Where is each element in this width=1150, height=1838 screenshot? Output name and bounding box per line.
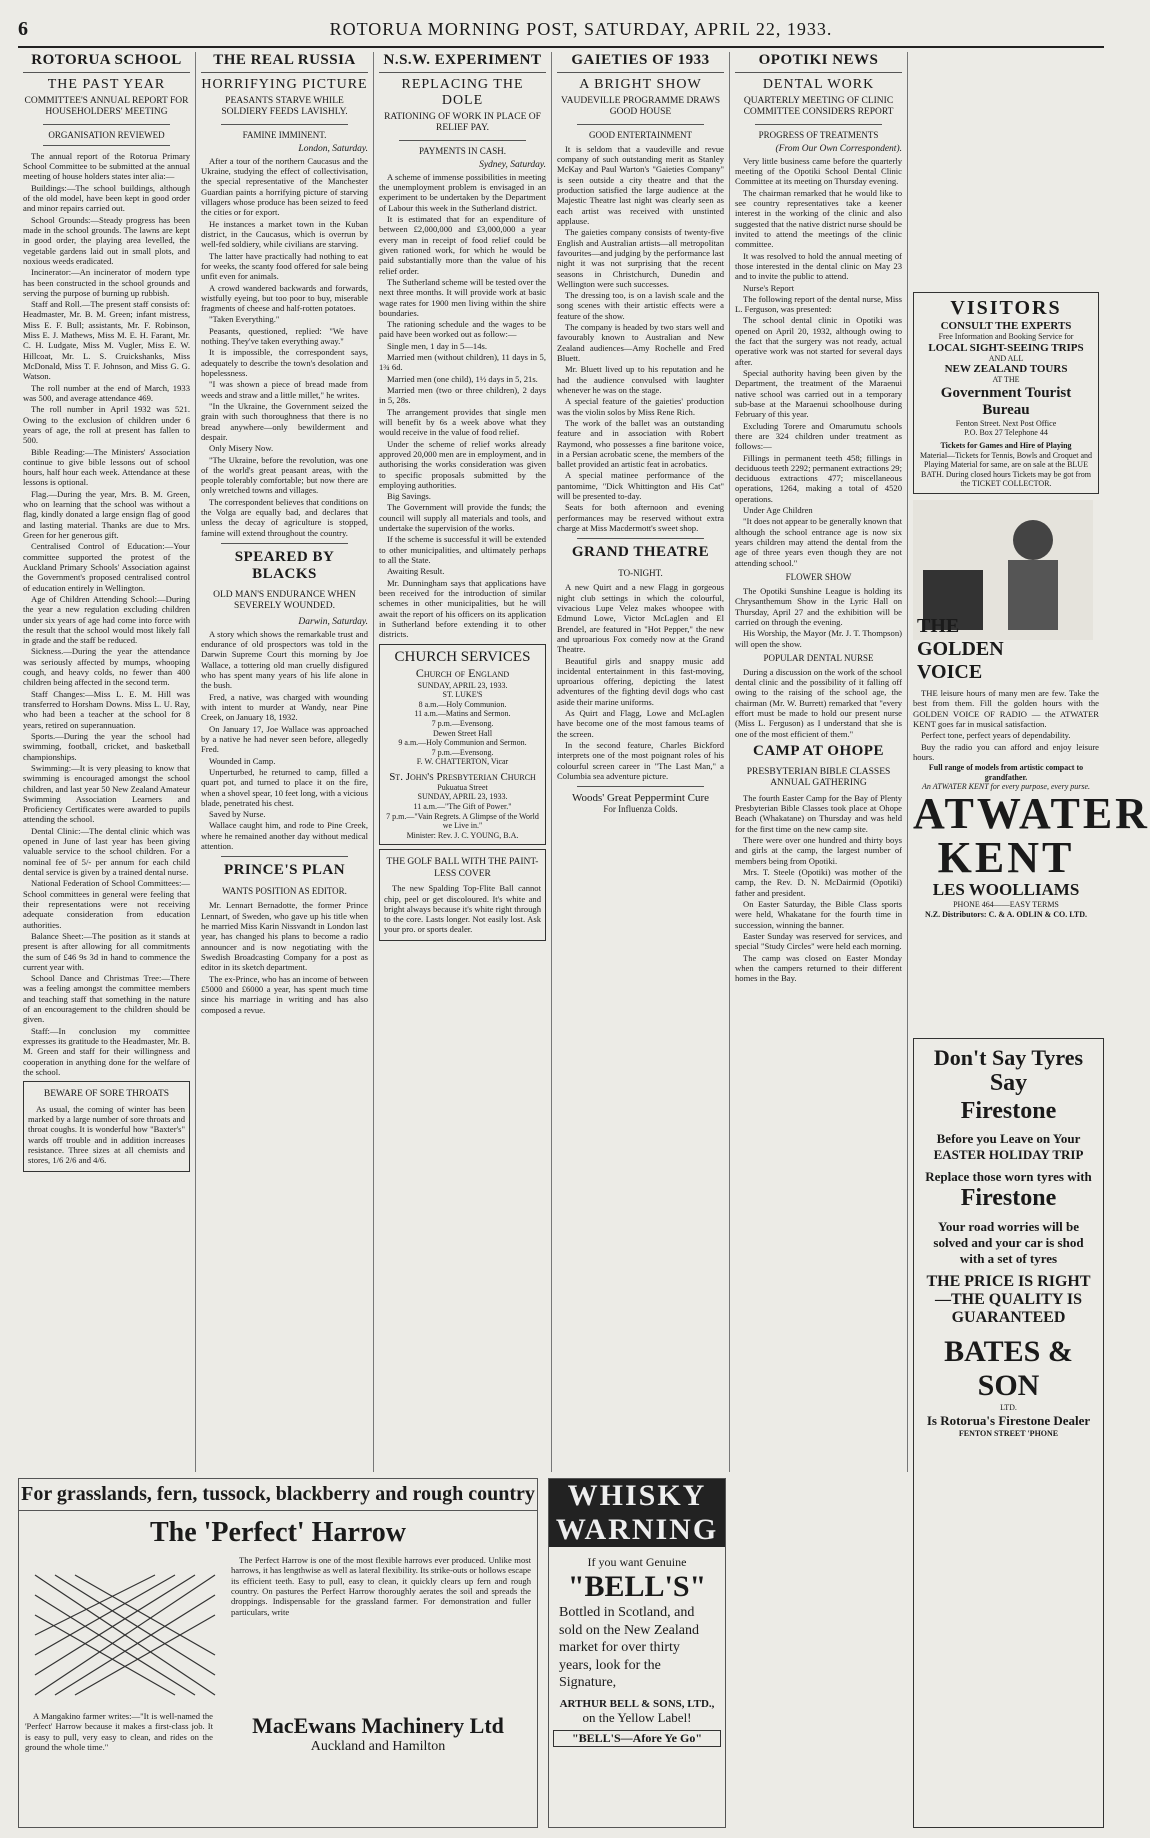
headline-speared: SPEARED BY BLACKS [234,549,335,583]
paragraph: The annual report of the Rotorua Primary School Committee to be submitted at the annual meeting of house holders states inter alia:— [23,150,190,182]
distributors: N.Z. Distributors: C. & A. ODLIN & CO. LTD. [925,909,1087,919]
service-line: 9 a.m.—Holy Communion and Sermon. [398,738,527,748]
paragraph: He instances a market town in the Kuban district, in the Caucasus, which is overrun by well-fed soldiery, while civilians are starving. [201,218,368,250]
atwater-kent-ad [913,500,1150,919]
macewans: MacEwans Machinery Ltd [252,1713,504,1739]
firestone-ad [913,1038,1104,1828]
divider [577,124,704,125]
paragraph: Big Savings. [387,491,431,502]
visitors-title: VISITORS [950,297,1062,319]
church-services [379,644,546,846]
paragraph: Staff and Roll.—The present staff consists of: Headmaster, Mr. B. M. Green; infant mistress, Miss E. F. Bull; assistants, Mr. F. Robinson, Miss E. J. Mathews, Miss M. E. H. Farant, Mr. C. H. Ludgate, Miss M. Vugler, Miss E. W. Hillcoat, Mr. L. S. Cruickshanks, Miss McDonald, Miss T. F. Johnson, and Miss G. G. Watson. [23,299,190,382]
paragraph: The school dental clinic in Opotiki was opened on April 20, 1932, although owing to the fact that the surgery was not ready, actual operative work was not started for several days after. [735,315,902,367]
paragraph: The camp was closed on Easter Monday when the campers returned to their different homes in the Bay. [735,952,902,984]
paragraph: Excluding Torere and Omarumutu schools there are 324 children under treatment as follows:— [735,420,902,452]
local-line: LOCAL SIGHT-SEEING TRIPS [928,341,1084,354]
paragraph: Swimming:—It is very pleasing to know that swimming is encouraged amongst the school children, and last year 50 New Zealand Amateur Swimming Association Learners and Proficiency Certificates were awarded to pupils attending the school. [23,762,190,825]
and-all-line: AND ALL [988,353,1024,363]
warning-banner: WARNING [549,1513,725,1547]
paragraph: Sickness.—During the year the attendance was seriously affected by mumps, whooping cough, and heavy colds, no fewer than 400 children being affected in the second term. [23,646,190,688]
headline-real-russia: THE REAL RUSSIA [201,52,368,73]
paragraph: The dressing too, is on a lavish scale and the song scenes with their artistic effects were a feature of the show. [557,290,724,321]
deck-progress: PROGRESS OF TREATMENTS [758,129,879,140]
arthur-bell: ARTHUR BELL & SONS, LTD., [559,1697,715,1710]
subhead-past-year: THE PAST YEAR [47,77,166,92]
deck-good-entertainment: GOOD ENTERTAINMENT [589,129,692,140]
paragraph: School Grounds:—Steady progress has been made in the school grounds. The lawns are kept in good order, the playing area levelled, the vegetable gardens laid out in small plots, and noxious weeds eradicated. [23,214,190,266]
paragraph: It is seldom that a vaudeville and revue company of such outstanding merit as Stanley McKay and Paul Warton's "Gaieties Company" is seen outside a city theatre and that the production satisfied the large audience at the Majestic Theatre last night was clearly seen as each artist was received with unstinted applause. [557,143,724,226]
paragraph: The rationing schedule and the wages to be paid have been worked out as follow:— [379,319,546,340]
tourist-bureau-ad [913,292,1099,494]
paragraph: Buildings:—The school buildings, although of the old model, have been kept in good order and minor repairs carried out. [23,182,190,214]
paragraph: Married men (one child), 1½ days in 5, 21s. [387,373,538,384]
divider [399,140,526,141]
service-line: F. W. CHATTERTON, Vicar [416,757,509,767]
paragraph: The ex-Prince, who has an income of between £5000 and £6000 a year, has spent much time since his marriage in writing and has also composed a revue. [201,973,368,1015]
deck-bible-classes: PRESBYTERIAN BIBLE CLASSES ANNUAL GATHERING [746,767,891,789]
paragraph: Age of Children Attending School:—During the year a new regulation excluding children under six years of age had come into force with the result that the school would most likely fall in grade and the staff be reduced. [23,593,190,646]
headline-opotiki: OPOTIKI NEWS [735,52,902,73]
paragraph: A special feature of the gaieties' production was the violin solos by Miss Rene Rich. [557,396,724,417]
bottled-text: Bottled in Scotland, and sold on the New Zealand market for over thirty years, look for the Signature, [559,1605,699,1690]
full-range: Full range of models from artistic compact to grandfather. [928,763,1084,782]
article-body [201,156,368,538]
paragraph: The company is headed by two stars well and favourably known to Australian and New Zealand audiences—Amy Rochelle and Fred Bluett. [557,322,724,364]
column-rotorua-school [18,52,196,1472]
before-leave: Before you Leave on Your EASTER HOLIDAY TRIP [933,1131,1084,1163]
deck-rationing: RATIONING OF WORK IN PLACE OF RELIEF PAY. [384,112,541,134]
yellow-label: on the Yellow Label! [582,1709,692,1725]
headline-camp: CAMP AT OHOPE [753,743,884,760]
service-line: Dewen Street Hall [432,728,493,738]
service-line: Pukuatua Street [437,782,488,792]
paragraph: Bible Reading:—The Ministers' Association continue to give bible lessons out of school hours, half hour each week. Attendance at these lessons is optional. [23,446,190,488]
article-body [557,144,724,534]
paragraph: Mr. Dunningham says that applications have been received for the introduction of similar schemes in other municipalities, but he will await the report of his officers on its application in Sutherland before extending it to other districts. [379,577,546,640]
headline-grand-theatre: GRAND THEATRE [571,544,710,561]
paragraph: Staff Changes:—Miss L. E. M. Hill was transferred to Horsham Downs. Miss L. U. Ray, who had been a teacher at the school for 8 years, retired on superannuation. [23,688,190,730]
pres-lines [384,783,541,841]
paragraph: The Government will provide the funds; the council will supply all materials and tools, and undertake the supervision of the works. [379,502,546,534]
article-body [735,586,902,649]
paragraph: The fourth Easter Camp for the Bay of Plenty Presbyterian Bible Classes took place at Ohope Beach (Whakatane) on Thursday and was held for the first time on the new camp site. [735,792,902,834]
subhead-horrifying: HORRIFYING PICTURE [201,77,368,92]
headline-princes-plan: PRINCE'S PLAN [223,862,346,879]
deck-famine: FAMINE IMMINENT. [242,129,327,140]
headline-dental-nurse: POPULAR DENTAL NURSE [763,652,874,663]
service-line: 11 a.m.—Matins and Sermon. [414,709,511,719]
paragraph: Easter Sunday was reserved for services, and special "Study Circles" were held each morning. [735,930,902,952]
paragraph: Married men (without children), 11 days in 5, 1¾ 6d. [379,352,546,373]
price-right: THE PRICE IS RIGHT [926,1273,1091,1291]
quality: —THE QUALITY IS GUARANTEED [935,1291,1082,1327]
games-line: Tickets for Games and Hire of Playing [940,440,1072,450]
headline-rotorua-school: ROTORUA SCHOOL [23,52,190,73]
article-body [735,667,902,739]
harrow-text: The Perfect Harrow is one of the most flexible harrows ever produced. Unlike most harrows, it has lengthwise as well as lateral flexibility. Its strike-outs or hollows escape its efficient teeth. Easy to pull, easy to clean, it quickly clears up fern and rough country. On pastures the Perfect Harrow thoroughly aerates the soil and spreads the droppings. Indispensable for the grassland farmer. For demonstration and fuller particulars, write [231,1555,531,1617]
divider [221,124,348,125]
bureau-address: Fenton Street. Next Post Office [955,418,1057,428]
paragraph: Mr. Bluett lived up to his reputation and he had the audience convulsed with laughter whenever he was on the stage. [557,364,724,395]
material-line: Material—Tickets for Tennis, Bowls and Croquet and Playing Material for same, are on sale at the BLUE BATH. During closed hours Tickets may be got from the TICKET COLLECTOR. [919,450,1093,489]
paragraph: Under Age Children [743,505,813,516]
page-number: 6 [18,18,28,40]
atwater-logo: ATWATER [913,788,1150,838]
column-nsw [374,52,552,1472]
paragraph: School Dance and Christmas Tree:—There was a feeling amongst the committee members and teaching staff that something in the nature of an encouragement to the children should be given. [23,973,190,1025]
paragraph: It is impossible, the correspondent says, adequately to describe the town's desolation and hopelessness. [201,347,368,379]
church-head: CHURCH SERVICES [394,648,531,665]
paragraph: National Federation of School Committees:—School committees in general were feeling that their representations were not receiving adequate consideration from education authorities. [23,878,190,930]
kent-logo: KENT [937,832,1075,882]
paragraph: Fred, a native, was charged with wounding with intent to murder at Wandy, near Pine Creek, on January 18, 1932. [201,691,368,723]
paragraph: His Worship, the Mayor (Mr. J. T. Thompson) will open the show. [735,628,902,649]
paragraph: Sports.—During the year the school had swimming, football, cricket, and basketball championships. [23,730,190,762]
paragraph: There were over one hundred and thirty boys and girls at the camp, the largest number of members being from Opotiki. [735,835,902,866]
church-place: ST. LUKE'S [442,690,483,700]
paragraph: The roll number in April 1932 was 521. Owing to the exclusion of children under 6 years of age, the roll at present has fallen to 500. [23,404,190,446]
deck-tonight: TO-NIGHT. [618,568,663,579]
divider [221,543,348,544]
deck-annual-report: COMMITTEE'S ANNUAL REPORT FOR HOUSEHOLDERS' MEETING [24,96,189,118]
paragraph: It was resolved to hold the annual meeting of those interested in the dental clinic on May 23 and to invite the public to attend. [735,250,902,282]
article-body [201,900,368,1014]
headline-nsw: N.S.W. EXPERIMENT [379,52,546,73]
replace-tyres: Replace those worn tyres with [925,1169,1092,1185]
paragraph: Peasants, questioned, replied: "We have nothing. They've taken everything away." [201,325,368,347]
paragraph: Flag.—During the year, Mrs. B. M. Green, who on learning that the school was without a flag, kindly donated a large ensign flag of good and lasting material. Thanks are due to Mrs. Green for her generous gift. [23,488,190,541]
paragraph: In the second feature, Charles Bickford interprets one of the most poignant roles of his colourful screen career in "The Last Man," a Columbia sea adventure picture. [557,740,724,781]
service-line: SUNDAY, APRIL 23, 1933. [417,792,508,802]
divider [43,124,170,125]
service-line: 7 p.m.—Evensong. [431,747,494,757]
auckland-hamilton: Auckland and Hamilton [310,1739,446,1755]
masthead [18,18,1104,48]
paragraph: Balance Sheet:—The position as it stands at present is after allowing for all commitments the sum of £46 9s 3d in hand to commence the current year with. [23,930,190,972]
paragraph: As Quirt and Flagg, Lowe and McLaglen have become one of the most famous teams of the screen. [557,708,724,739]
masthead-title: ROTORUA MORNING POST, SATURDAY, APRIL 22, 1933. [329,19,833,39]
nz-line: NEW ZEALAND TOURS [944,363,1068,376]
paragraph: Centralised Control of Education:—Your committee supported the protest of the Auckland Primary Schools' Association against the Government's proposed centralised control of education entirely in Wellington. [23,541,190,593]
paragraph: A new Quirt and a new Flagg in gorgeous night club settings in which the colourful, vivacious Lupe Velez makes whoopee with Edmund Lowe, Victor McLaglen and El Brendel, are featured in "Hot Pepper," the new and uproarious Fox comedy now at the Grand Theatre. [557,582,724,655]
paragraph: During a discussion on the work of the school dental clinic and the possibility of it falling off owing to the raising of the school age, the chairman (Mr. W. Burrett) remarked that "every effort must be made to hold our present nurse (Miss L. Ferguson) as I understand that she is one of the most efficient of them." [735,666,902,739]
free-line: Free Information and Booking Service for [938,332,1074,341]
baxters-text: As usual, the coming of winter has been marked by a large number of sore throats and throat coughs. It is wonderful how "Baxter's" wards off trouble and in addition increases resistance. Three sizes at all chemists and stores, 1/6 2/6 and 4/6. [28,1103,185,1166]
an-atwater: An ATWATER KENT for every purpose, every purse. [921,782,1091,792]
article-body [735,793,902,984]
firestone-dealer: Is Rotorua's Firestone Dealer [926,1412,1091,1428]
service-line: 7 p.m.—"Vain Regrets. A Glimpse of the World we Live in." [386,811,539,831]
deck-vaudeville: VAUDEVILLE PROGRAMME DRAWS GOOD HOUSE [561,96,720,118]
deck-organisation: ORGANISATION REVIEWED [48,129,165,140]
deck-editor: WANTS POSITION AS EDITOR. [222,886,347,897]
harrow-banner: For grasslands, fern, tussock, blackberry and rough country [19,1479,537,1511]
baxters-ad [23,1081,190,1171]
paragraph: A special matinee performance of the pantomime, "Dick Whittington and His Cat" will be presented to-day. [557,470,724,502]
deck-old-man: OLD MAN'S ENDURANCE WHEN SEVERELY WOUNDED. [213,590,356,612]
dont-say: Don't Say Tyres [933,1045,1084,1070]
divider [755,124,882,125]
harrow-name: The 'Perfect' Harrow [149,1517,407,1548]
divider [577,538,704,539]
paragraph: The chairman remarked that he would like to see country representatives take a keener interest in the working of the clinic and also suggested that the native district nurse should be invited to attend the meetings of the clinic committee. [735,187,902,250]
paragraph: Awaiting Result. [387,566,445,577]
golf-title: THE GOLF BALL WITH THE PAINT-LESS COVER [386,857,539,879]
paragraph: "It does not appear to be generally known that although the school entrance age is now six years children may attend the dental from the age of three years even though they are not attending school." [735,516,902,568]
paragraph: Wallace caught him, and rode to Pine Creek, where he remained another day without medical attention. [201,820,368,852]
service-line: Minister: Rev. J. C. YOUNG, B.A. [406,830,519,840]
article-body [23,151,190,1078]
article-body [379,172,546,640]
paragraph: The gaieties company consists of twenty-five English and Australian artists—all metropolitan favourites—and judging by the performance last night it was not surprising that the recent seasons in Christchurch, Dunedin and Wellington were such successes. [557,227,724,289]
paragraph: Mrs. T. Steele (Opotiki) was mother of the camp, the Rev. D. N. McDairmid (Opotiki) father and president. [735,867,902,898]
service-line: 7 p.m.—Evensong. [431,718,494,728]
afore-ye-go: "BELL'S—Afore Ye Go" [553,1730,721,1747]
subhead-bright-show: A BRIGHT SHOW [579,77,702,92]
firestone-1: Firestone [960,1097,1057,1124]
paragraph: The work of the ballet was an outstanding feature and in association with Robert Raymond, who possesses a fine baritone voice, in a Persian acrobatic scene, the members of the ballet provided an artistic feat in acrobatics. [557,417,724,470]
paragraph: Incinerator:—An incinerator of modern type has been constructed in the school grounds and serving the purpose of burning up rubbish. [23,267,190,298]
church-date: SUNDAY, APRIL 23, 1933. [417,680,508,690]
paragraph: Wounded in Camp. [209,755,276,766]
bells-name: "BELL'S" [567,1570,707,1603]
dateline-correspondent: (From Our Own Correspondent). [775,143,902,154]
paragraph: A scheme of immense possibilities in meeting the unemployment problem is envisaged in an experiment to be undertaken by the Department of Labour this week in the Sutherland district. [379,171,546,213]
paragraph: Beautiful girls and snappy music add incidental entertainment in this fast-moving, uproarious offering, depicting the latest adventures of the fighting devil dogs who cast aside their marine uniforms. [557,655,724,707]
paragraph: "The Ukraine, before the revolution, was one of the world's great peasant areas, with the people tolerably comfortable; but now there are only wretched towns and villages. [201,454,368,496]
paragraph: The latter have practically had nothing to eat for weeks, the scanty food offered for sale being unfit even for animals. [201,250,368,282]
paragraph: Dental Clinic:—The dental clinic which was opened in June of last year has been giving valuable service to the school children. For a nominal fee of 5/- per annum for each child dental service is given by a trained dental nurse. [23,825,190,878]
article-body [201,629,368,852]
paragraph: A crowd wandered backwards and forwards, wistfully eyeing, but too poor to buy, miserable fragments of cheese and half-rotten potatoes. [201,282,368,314]
article-body [735,156,902,568]
paragraph: "Taken Everything." [209,314,280,325]
leisure-text: THE leisure hours of many men are few. Take the best from them. Fill the golden hours with the GOLDEN VOICE OF RADIO — the ATWATER KENT goes far in musical satisfaction. [913,687,1099,729]
paragraph: The arrangement provides that single men will benefit by 6s a week above what they would receive in the value of food relief. [379,406,546,438]
paragraph: Saved by Nurse. [209,809,266,820]
dateline-darwin: Darwin, Saturday. [298,616,368,627]
column-gaieties [552,52,730,1472]
bates-son: BATES & SON [944,1335,1073,1403]
harrow-caption: A Mangakino farmer writes:—"It is well-named the 'Perfect' Harrow because it makes a first-class job. It is easy to pull, very easy to clean, and rides on the ground the whole time." [25,1711,213,1752]
service-line: 11 a.m.—"The Gift of Power." [413,802,512,812]
paragraph: Special authority having been given by the Department, the treatment of the Maraenui native school was carried out in a temporary sub-base at the Maraenui schoolhouse during February of this year. [735,368,902,420]
church-lines [384,700,541,767]
harrow-ad [18,1478,538,1828]
say: Say [989,1070,1028,1097]
paragraph: If the scheme is successful it will be extended to other municipalities, and ultimately perhaps to all the State. [379,534,546,566]
paragraph: Fillings in permanent teeth 458; fillings in deciduous teeth 2292; permanent extractions 29; deciduous extractions 477; miscellaneous operations, 1264, making a total of 4520 operations. [735,452,902,504]
paragraph: Married men (two or three children), 2 days in 5, 28s. [379,385,546,406]
bells-ad [548,1478,726,1828]
subhead-dental: DENTAL WORK [762,77,875,92]
headline-gaieties: GAIETIES OF 1933 [557,52,724,73]
subhead-dole: REPLACING THE DOLE [401,77,524,108]
paragraph: The correspondent believes that conditions on the Volga are equally bad, and declares that unless the decay of agriculture is stopped, famine will extend throughout the country. [201,496,368,538]
paragraph: On January 17, Joe Wallace was approached by a native he had never seen before, allegedly Fred. [201,723,368,755]
genuine-line: If you want Genuine [587,1555,687,1569]
paragraph: "I was shown a piece of bread made from weeds and straw and a little millet," he writes. [201,379,368,400]
golden-voice: THE GOLDEN VOICE [917,614,1004,683]
woods-sub: For Influenza Colds. [603,804,678,815]
phone-line: PHONE 464——EASY TERMS [953,899,1059,909]
deck-clinic: QUARTERLY MEETING OF CLINIC COMMITTEE CONSIDERS REPORT [743,96,894,118]
divider [221,856,348,857]
headline-flower-show: FLOWER SHOW [785,571,852,582]
service-line: 8 a.m.—Holy Communion. [418,699,507,709]
bureau-name: Government Tourist Bureau [940,384,1072,418]
paragraph: On Easter Saturday, the Bible Class sports were held, Whakatane for the fourth time in succession, winning the banner. [735,898,902,930]
bates-ltd: LTD. [1000,1403,1017,1413]
bureau-phone: P.O. Box 27 Telephone 44 [964,428,1048,438]
deck-peasants: PEASANTS STARVE WHILE SOLDIERY FEEDS LAVISHLY. [221,96,348,118]
paragraph: Very little business came before the quarterly meeting of the Opotiki School Dental Clinic Committee at its meeting on Thursday evening. [735,155,902,187]
article-body [557,582,724,781]
column-real-russia [196,52,374,1472]
paragraph: Under the scheme of relief works already approved 20,000 men are in employment, and in authorising the works consideration was given to specific proposals submitted by the employing authorities. [379,438,546,490]
paragraph: Seats for both afternoon and evening performances may be reserved without extra charge at Miss Macdermott's sweet shop. [557,502,724,534]
les-woolliams: LES WOOLLIAMS [932,879,1080,899]
paragraph: The Opotiki Sunshine League is holding its Chrysanthemum Show in the Lyric Hall on Thursday, April 27 and the exhibition will be carried on through the evening. [735,585,902,627]
golf-ad [379,849,546,940]
paragraph: Single men, 1 day in 5—14s. [387,340,488,351]
dateline: London, Saturday. [298,143,368,154]
paragraph: Staff:—In conclusion my committee expresses its gratitude to the Headmaster, Mr. B. M. Green and staff for their willingness and cooperation in anything done for the welfare of the school. [23,1025,190,1077]
firestone-2: Firestone [960,1185,1057,1212]
deck-payments: PAYMENTS IN CASH. [418,145,507,156]
paragraph: Nurse's Report [743,282,794,293]
paragraph: The Sutherland scheme will be tested over the next three months. It will provide work at basic wage rates for 1900 men living within the shire boundaries. [379,276,546,318]
paragraph: Only Misery Now. [209,443,274,454]
harrow-illustration [25,1555,225,1705]
paragraph: It is estimated that for an expenditure of between £2,000,000 and £3,000,000 a year every man in receipt of food relief could be given rationed work, for which he would be paid substantially more than the value of his relief order. [379,214,546,276]
fenton-street: FENTON STREET 'PHONE [958,1428,1059,1438]
paragraph: Mr. Lennart Bernadotte, the former Prince Lennart, of Sweden, who gave up his title when he married Miss Karin Nissvandt in London last year, has changed his plans to become a radio announcer and is now negotiating with the Swedish Broadcasting Company for a post as editor in its sketch department. [201,900,368,973]
church-sub: Church of England [415,665,510,680]
paragraph: The following report of the dental nurse, Miss L. Ferguson, was presented: [735,293,902,315]
woods-ad: Woods' Great Peppermint Cure [571,792,710,805]
perfect-text: Perfect tone, perfect years of dependability. [921,730,1071,741]
paragraph: "In the Ukraine, the Government seized the grain with such thoroughness that there is no bread anywhere—only bewilderment and despair. [201,400,368,442]
road-worries: Your road worries will be solved and your car is shod with a set of tyres [933,1219,1084,1267]
dateline-sydney: Sydney, Saturday. [479,159,546,170]
paragraph: A story which shows the remarkable trust and endurance of old prospectors was told in the Darwin Supreme Court this morning by Joe Wallace, a tottering old man cruelly disfigured who has spent many years of his life alone in the bush. [201,628,368,691]
pres-head: St. John's Presbyterian Church [389,770,536,783]
buy-text: Buy the radio you can afford and enjoy leisure hours. [913,741,1099,762]
divider [43,145,170,146]
whisky-banner: WHISKY [549,1479,725,1513]
column-opotiki [730,52,908,1472]
divider [577,786,704,787]
paragraph: After a tour of the northern Caucasus and the Ukraine, studying the effect of collectivisation, the special representative of the Manchester Guardian paints a horrifying picture of starving villagers whose produce has been seized to feed the cities or for export. [201,155,368,218]
at-the-line: AT THE [992,375,1020,385]
paragraph: Unperturbed, he returned to camp, filled a quart pot, and turned to place it on the fire, when a shovel spear, 10 feet long, with a vicious blade, penetrated his chest. [201,766,368,808]
golf-text: The new Spalding Top-Flite Ball cannot chip, peel or get discoloured. It's white and bright always because it's white right through to the core. Lasts longer. Not easily lost. Ask your pro. or sports dealer. [384,883,541,935]
consult-line: CONSULT THE EXPERTS [940,320,1072,332]
baxters-title: BEWARE OF SORE THROATS [43,1089,170,1100]
paragraph: The roll number at the end of March, 1933 was 500, and average attendance 469. [23,382,190,403]
